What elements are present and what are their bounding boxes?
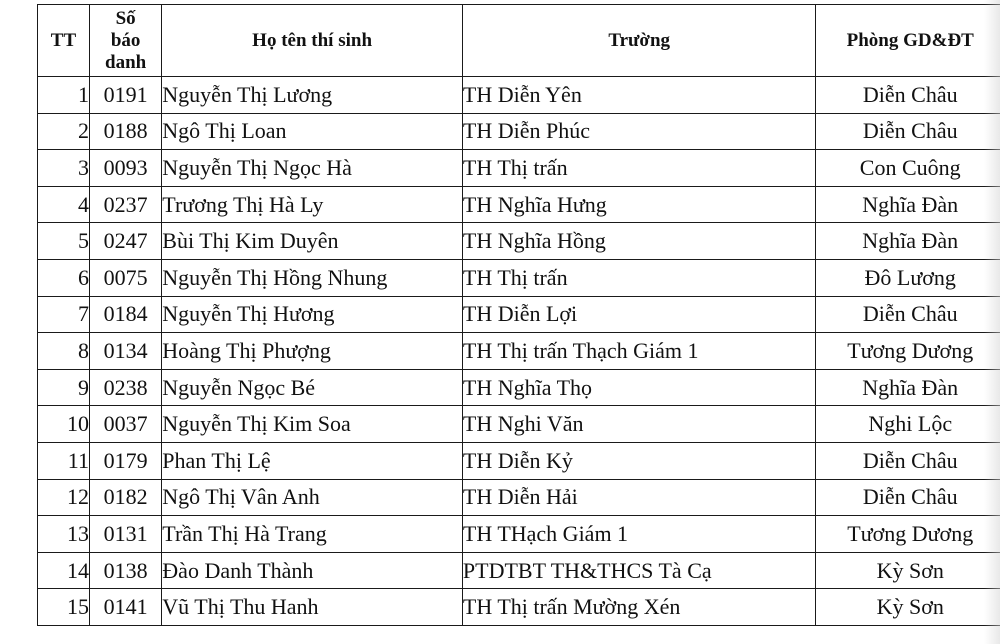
cell-dept: Tương Dương xyxy=(816,516,1000,553)
cell-sbd: 0075 xyxy=(89,259,161,296)
cell-tt: 14 xyxy=(38,552,90,589)
cell-tt: 9 xyxy=(38,369,90,406)
cell-dept: Tương Dương xyxy=(816,333,1000,370)
cell-dept: Con Cuông xyxy=(816,150,1000,187)
results-sheet xyxy=(37,4,1000,640)
table-row xyxy=(38,259,1000,296)
cell-school: TH Nghĩa Hưng xyxy=(462,186,816,223)
cell-tt: 8 xyxy=(38,333,90,370)
cell-name: Hoàng Thị Phượng xyxy=(162,333,463,370)
table-row xyxy=(38,516,1000,553)
cell-sbd: 0247 xyxy=(89,223,161,260)
cell-name: Nguyễn Ngọc Bé xyxy=(162,369,463,406)
cell-sbd: 0238 xyxy=(89,369,161,406)
cell-dept: Đô Lương xyxy=(816,259,1000,296)
cell-dept: Diễn Châu xyxy=(816,479,1000,516)
table-row xyxy=(38,223,1000,260)
cell-dept: Diễn Châu xyxy=(816,442,1000,479)
cell-school: TH Diễn Hải xyxy=(462,479,816,516)
cell-sbd: 0134 xyxy=(89,333,161,370)
cell-school: TH Nghĩa Hồng xyxy=(462,223,816,260)
table-row xyxy=(38,406,1000,443)
header-name: Họ tên thí sinh xyxy=(162,5,463,77)
cell-dept: Diễn Châu xyxy=(816,77,1000,114)
cell-tt: 11 xyxy=(38,442,90,479)
cell-school: TH Thị trấn xyxy=(462,150,816,187)
cell-tt: 15 xyxy=(38,589,90,626)
table-row xyxy=(38,296,1000,333)
header-row xyxy=(38,5,1000,77)
cell-tt: 10 xyxy=(38,406,90,443)
cell-tt: 12 xyxy=(38,479,90,516)
cell-sbd: 0138 xyxy=(89,552,161,589)
cell-dept: Diễn Châu xyxy=(816,113,1000,150)
candidate-table xyxy=(37,4,1000,626)
cell-sbd: 0131 xyxy=(89,516,161,553)
cell-tt: 1 xyxy=(38,77,90,114)
table-row xyxy=(38,442,1000,479)
cell-school: TH Nghĩa Thọ xyxy=(462,369,816,406)
cell-dept: Nghĩa Đàn xyxy=(816,186,1000,223)
cell-name: Nguyễn Thị Kim Soa xyxy=(162,406,463,443)
table-row xyxy=(38,552,1000,589)
cell-dept: Kỳ Sơn xyxy=(816,552,1000,589)
cell-sbd: 0191 xyxy=(89,77,161,114)
cell-dept: Nghi Lộc xyxy=(816,406,1000,443)
cell-school: TH THạch Giám 1 xyxy=(462,516,816,553)
cell-dept: Kỳ Sơn xyxy=(816,589,1000,626)
cell-name: Nguyễn Thị Hồng Nhung xyxy=(162,259,463,296)
header-sbd-line: báo xyxy=(110,29,141,51)
header-tt: TT xyxy=(38,5,90,77)
cell-school: TH Diễn Phúc xyxy=(462,113,816,150)
cell-name: Trần Thị Hà Trang xyxy=(162,516,463,553)
cell-school: TH Thị trấn xyxy=(462,259,816,296)
cell-school: TH Thị trấn Mường Xén xyxy=(462,589,816,626)
cell-sbd: 0093 xyxy=(89,150,161,187)
cell-name: Đào Danh Thành xyxy=(162,552,463,589)
cell-dept: Nghĩa Đàn xyxy=(816,223,1000,260)
cell-school: TH Diễn Lợi xyxy=(462,296,816,333)
table-row xyxy=(38,113,1000,150)
cell-sbd: 0237 xyxy=(89,186,161,223)
table-row xyxy=(38,77,1000,114)
cell-tt: 2 xyxy=(38,113,90,150)
cell-dept: Nghĩa Đàn xyxy=(816,369,1000,406)
table-row xyxy=(38,186,1000,223)
cell-school: TH Thị trấn Thạch Giám 1 xyxy=(462,333,816,370)
cell-name: Trương Thị Hà Ly xyxy=(162,186,463,223)
cell-sbd: 0184 xyxy=(89,296,161,333)
header-school: Trường xyxy=(462,5,816,77)
header-sbd-line: Số xyxy=(115,7,136,29)
cell-sbd: 0179 xyxy=(89,442,161,479)
cell-name: Bùi Thị Kim Duyên xyxy=(162,223,463,260)
cell-name: Vũ Thị Thu Hanh xyxy=(162,589,463,626)
cell-school: TH Diễn Yên xyxy=(462,77,816,114)
cell-tt: 4 xyxy=(38,186,90,223)
cell-school: TH Diễn Kỷ xyxy=(462,442,816,479)
cell-tt: 13 xyxy=(38,516,90,553)
table-row xyxy=(38,369,1000,406)
cell-school: PTDTBT TH&THCS Tà Cạ xyxy=(462,552,816,589)
cell-dept: Diễn Châu xyxy=(816,296,1000,333)
table-header xyxy=(38,5,1000,77)
header-dept: Phòng GD&ĐT xyxy=(816,5,1000,77)
cell-tt: 5 xyxy=(38,223,90,260)
cell-name: Nguyễn Thị Hương xyxy=(162,296,463,333)
cell-name: Nguyễn Thị Lương xyxy=(162,77,463,114)
cell-sbd: 0141 xyxy=(89,589,161,626)
cell-tt: 3 xyxy=(38,150,90,187)
cell-name: Ngô Thị Vân Anh xyxy=(162,479,463,516)
table-row xyxy=(38,589,1000,626)
header-sbd xyxy=(89,5,161,77)
table-row xyxy=(38,150,1000,187)
cell-tt: 6 xyxy=(38,259,90,296)
cell-name: Nguyễn Thị Ngọc Hà xyxy=(162,150,463,187)
table-row xyxy=(38,479,1000,516)
cell-sbd: 0188 xyxy=(89,113,161,150)
cell-sbd: 0182 xyxy=(89,479,161,516)
table-row xyxy=(38,333,1000,370)
cell-name: Phan Thị Lệ xyxy=(162,442,463,479)
cell-tt: 7 xyxy=(38,296,90,333)
cell-school: TH Nghi Văn xyxy=(462,406,816,443)
table-body xyxy=(38,77,1000,626)
header-sbd-line: danh xyxy=(105,51,147,73)
cell-name: Ngô Thị Loan xyxy=(162,113,463,150)
cell-sbd: 0037 xyxy=(89,406,161,443)
